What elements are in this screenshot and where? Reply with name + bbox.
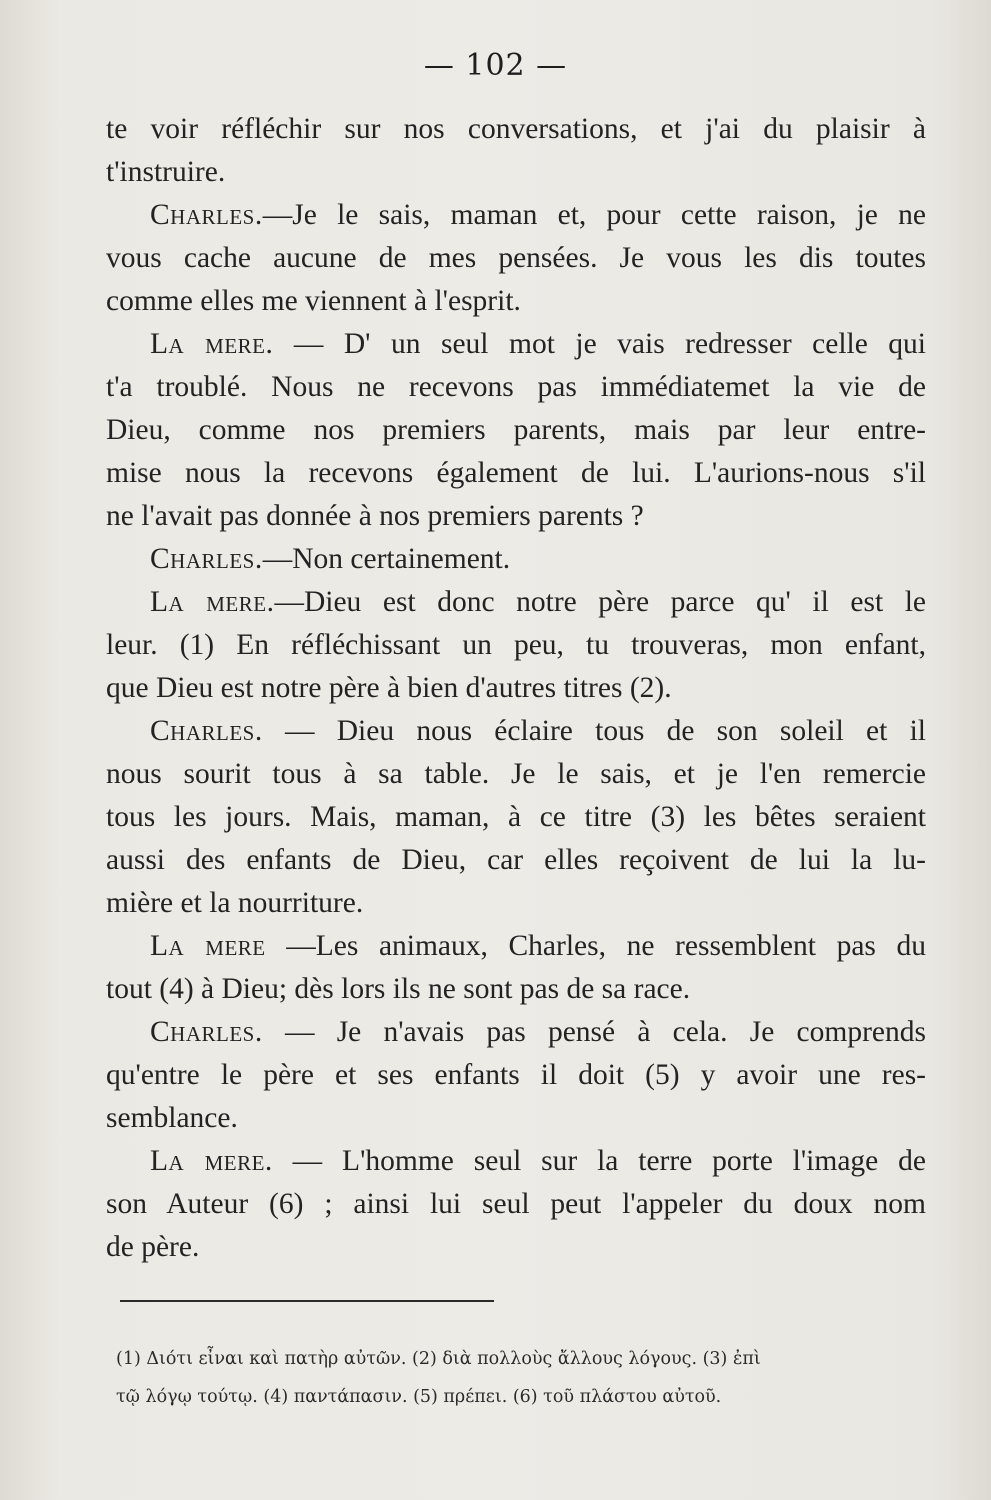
footnotes [116,1340,936,1416]
footnote-divider [120,1300,494,1302]
text-line: de père. [106,1231,200,1263]
text-line: comme elles me viennent à l'esprit. [106,285,521,317]
dialogue-line [106,710,926,753]
text-line: semblance. [106,1102,238,1134]
dialogue-line [106,323,926,366]
dialogue-line [106,1140,926,1183]
dialogue-text: —Les animaux, Charles, ne ressemblent pas du [265,930,926,962]
dialogue-line [106,194,926,237]
text-line: nous sourit tous à sa table. Je le sais, et je l'en remercie [106,758,926,790]
speaker-name: La mere. [150,586,275,618]
text-line: que Dieu est notre père à bien d'autres titres (2). [106,672,672,704]
dialogue-text: — D' un seul mot je vais redresser celle qui [273,328,926,360]
text-line: leur. (1) En réfléchissant un peu, tu trouveras, mon enfant, [106,629,926,661]
dialogue-line [106,538,926,581]
dialogue-line [106,1011,926,1054]
dialogue-text: —Dieu est donc notre père parce qu' il est le [274,586,926,618]
text-line: t'a troublé. Nous ne recevons pas immédiatemet la vie de [106,371,926,403]
dialogue-text: — L'homme seul sur la terre porte l'image de [272,1145,926,1177]
dialogue-text: — Dieu nous éclaire tous de son soleil et il [262,715,926,747]
dialogue-text: —Je le sais, maman et, pour cette raison, je ne [262,199,926,231]
text-line: ne l'avait pas donnée à nos premiers parents ? [106,500,644,532]
footnote-line: τῷ λόγῳ τούτῳ. (4) παντάπασιν. (5) πρέπει. (6) τοῦ πλάστου αὐτοῦ. [116,1387,722,1407]
dialogue-line [106,925,926,968]
text-line: te voir réfléchir sur nos conversations, et j'ai du plaisir à [106,113,926,145]
text-line: aussi des enfants de Dieu, car elles reçoivent de lui la lu- [106,844,926,876]
speaker-name: La mere. [150,328,274,360]
text-line: mise nous la recevons également de lui. L'aurions-nous s'il [106,457,926,489]
text-line: vous cache aucune de mes pensées. Je vous les dis toutes [106,242,926,274]
text-line: t'instruire. [106,156,226,188]
body-text [106,108,926,1269]
text-line: tous les jours. Mais, maman, à ce titre (3) les bêtes seraient [106,801,926,833]
dialogue-line [106,581,926,624]
speaker-name: La mere [150,930,266,962]
speaker-name: Charles. [150,199,263,231]
page-number: — 102 — [423,48,568,83]
footnote-line: (1) Διότι εἶναι καὶ πατὴρ αὐτῶν. (2) διὰ πολλοὺς ἄλλους λόγους. (3) ἐπὶ [116,1349,761,1369]
speaker-name: Charles. [150,1016,263,1048]
speaker-name: Charles. [150,543,263,575]
text-line: qu'entre le père et ses enfants il doit (5) y avoir une res- [106,1059,926,1091]
speaker-name: La mere. [150,1145,273,1177]
speaker-name: Charles. [150,715,263,747]
text-line: Dieu, comme nos premiers parents, mais par leur entre- [106,414,926,446]
dialogue-text: —Non certainement. [262,543,511,575]
text-line: son Auteur (6) ; ainsi lui seul peut l'appeler du doux nom [106,1188,926,1220]
dialogue-text: — Je n'avais pas pensé à cela. Je comprends [262,1016,926,1048]
text-line: mière et la nourriture. [106,887,364,919]
text-line: tout (4) à Dieu; dès lors ils ne sont pas de sa race. [106,973,691,1005]
